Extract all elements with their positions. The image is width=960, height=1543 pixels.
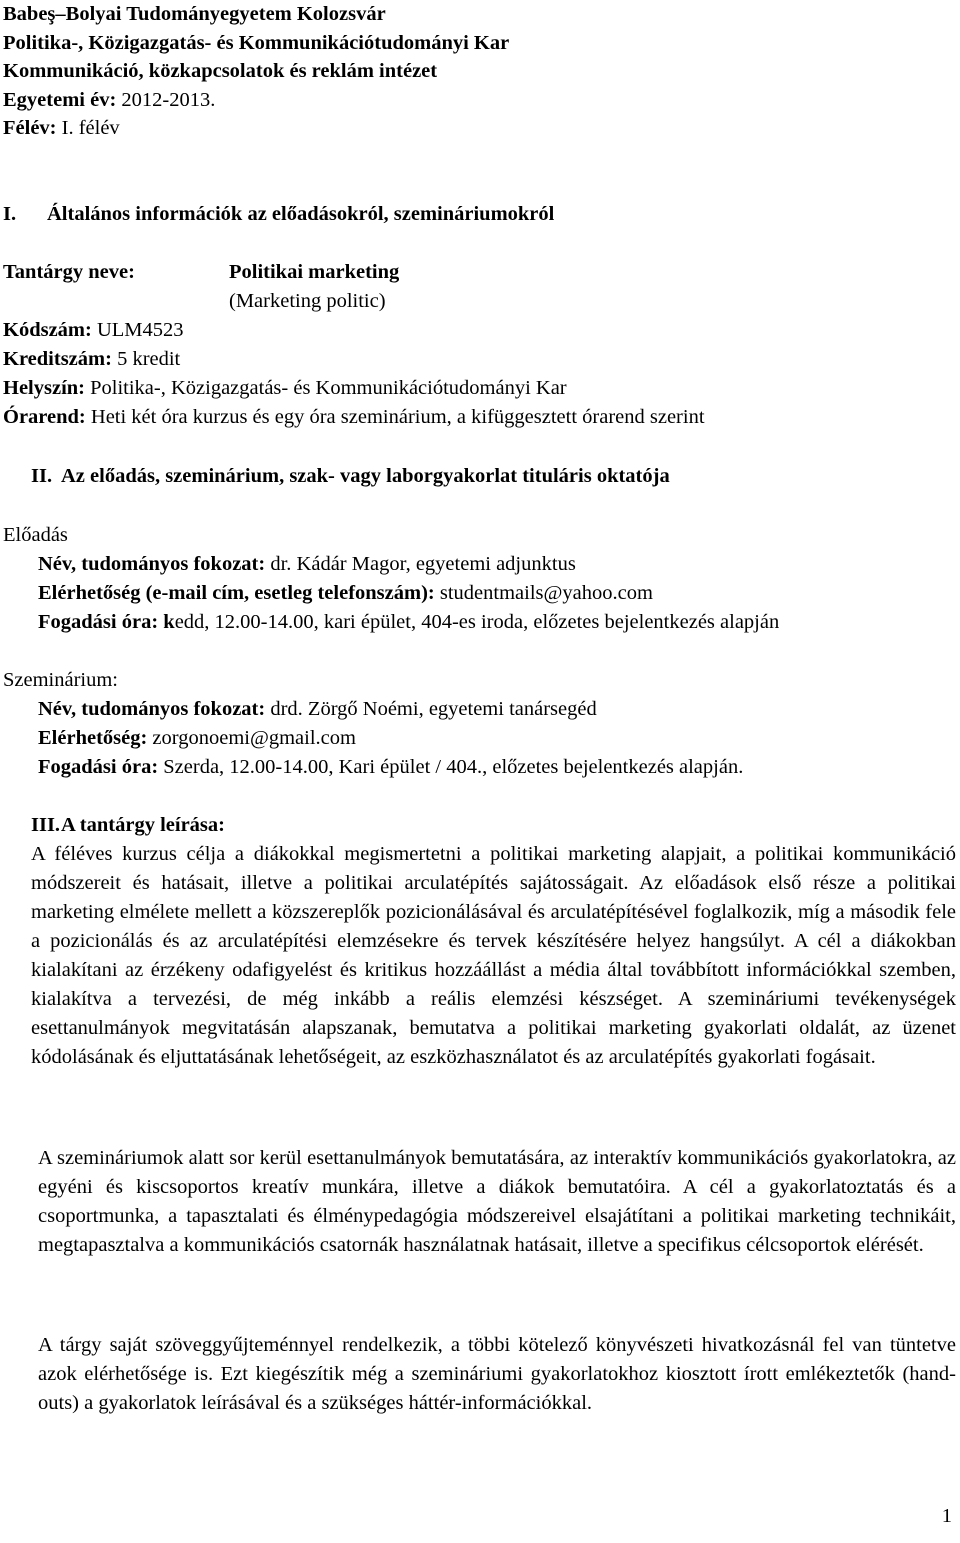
seminar-contact-row — [38, 724, 356, 753]
section-3-number: III. — [31, 814, 61, 836]
section-2-title: Az előadás, szeminárium, szak- vagy laborgyakorlat tituláris oktatója — [61, 465, 670, 487]
institute-name — [3, 57, 437, 86]
schedule-label: Órarend: — [3, 406, 86, 428]
faculty-name — [3, 29, 509, 58]
university-text: Babeş–Bolyai Tudományegyetem Kolozsvár — [3, 3, 386, 25]
section-1-title: Általános információk az előadásokról, szemináriumokról — [47, 203, 555, 225]
section-1-heading — [3, 200, 554, 229]
credit-value: 5 kredit — [117, 348, 181, 370]
lecturer-contact-value: studentmails@yahoo.com — [439, 582, 653, 604]
seminar-office-label: Fogadási óra: — [38, 756, 159, 778]
code-row — [3, 316, 184, 345]
page-number: 1 — [941, 1505, 952, 1527]
subject-name-row — [229, 258, 399, 287]
seminar-name-label: Név, tudományos fokozat: — [38, 698, 266, 720]
lecturer-office-value: edd, 12.00-14.00, kari épület, 404-es iroda, előzetes bejelentkezés alapján — [174, 611, 780, 633]
credit-label: Kreditszám: — [3, 348, 112, 370]
section-3-heading — [31, 811, 225, 840]
subject-label-row — [3, 258, 135, 287]
lecturer-office-row — [38, 608, 779, 637]
subject-name-ro-row — [229, 287, 386, 316]
seminar-heading-row — [3, 666, 118, 695]
academic-year — [3, 86, 215, 115]
lecturer-office-label: Fogadási óra: — [38, 611, 159, 633]
location-row — [3, 374, 567, 403]
location-value: Politika-, Közigazgatás- és Kommunikációtudományi Kar — [90, 377, 567, 399]
section-2-number: II. — [31, 465, 53, 487]
section-1-number: I. — [3, 203, 17, 225]
schedule-value: Heti két óra kurzus és egy óra szeminárium, a kifüggesztett órarend szerint — [90, 406, 705, 428]
seminar-office-row — [38, 753, 743, 782]
subject-label: Tantárgy neve: — [3, 261, 135, 283]
seminar-name-row — [38, 695, 597, 724]
lecturer-office-k: k — [163, 611, 175, 633]
seminar-heading: Szeminárium: — [3, 669, 119, 691]
seminar-name-value: drd. Zörgő Noémi, egyetemi tanársegéd — [270, 698, 597, 720]
description-paragraph-1: A féléves kurzus célja a diákokkal megismertetni a politikai marketing alapjait, a politikai kommunikáció módszereit és hatásait, illetve a politikai arculatépítés sajátosságait. Az előadások első része a politikai marketing elmélete mellett a közszereplők pozicionálásával és arculatépítésével foglalkozik, míg a második fele a pozicionálás és az arculatépítési elemzésekre és tervek készítésére helyez hangsúlyt. A cél a diákokban kialakítani az érzékeny odafigyelést és kritikus hozzáállást a média által továbbított információkkal szemben, kialakítva a tervezési, de még inkább a reális elemzési készséget. A szemináriumi tevékenységek esettanulmányok megvitatásán alapszanak, bemutatva a politikai marketing gyakorlati oldalát, az üzenet kódolásának és eljuttatásának lehetőségeit, az eszközhasználatot és az arculatépítés gyakorlati fogásait. — [31, 843, 956, 1068]
section-3-title: A tantárgy leírása: — [61, 814, 225, 836]
section-2-heading — [31, 462, 670, 491]
institute-text: Kommunikáció, közkapcsolatok és reklám intézet — [3, 60, 438, 82]
university-name — [3, 0, 386, 29]
academic-year-label: Egyetemi év: — [3, 89, 117, 111]
seminar-contact-label: Elérhetőség: — [38, 727, 148, 749]
code-label: Kódszám: — [3, 319, 92, 341]
location-label: Helyszín: — [3, 377, 85, 399]
faculty-text: Politika-, Közigazgatás- és Kommunikációtudományi Kar — [3, 32, 510, 54]
credit-row — [3, 345, 180, 374]
semester-label: Félév: — [3, 117, 57, 139]
seminar-contact-value: zorgonoemi@gmail.com — [152, 727, 356, 749]
academic-year-value: 2012-2013. — [121, 89, 216, 111]
description-paragraph-2: A szemináriumok alatt sor kerül esettanulmányok bemutatására, az interaktív kommunikációs gyakorlatokra, az egyéni és kiscsoportos kreatív munkára, illetve a diákok bemutatóira. A cél a gyakorlatoztatás és a csoportmunka, a tapasztalati és élménypedagógia módszereivel elsajátítani a politikai marketing technikáit, megtapasztalva a kommunikációs csatornák használatnak hatásait, illetve a specifikus célcsoportok elérését. — [38, 1147, 956, 1256]
semester — [3, 114, 120, 143]
description-paragraph-3: A tárgy saját szöveggyűjteménnyel rendelkezik, a többi kötelező könyvészeti hivatkozásnál fel van tüntetve azok elérhetősége is. Ezt kiegészítik még a szemináriumi gyakorlatokhoz kiosztott írott emlékeztetők (hand-outs) a gyakorlatok leírásával és a szükséges háttér-információkkal. — [38, 1334, 956, 1414]
lecture-heading: Előadás — [3, 524, 68, 546]
lecturer-name-value: dr. Kádár Magor, egyetemi adjunktus — [270, 553, 576, 575]
subject-name: Politikai marketing — [229, 261, 400, 283]
lecturer-contact-row — [38, 579, 653, 608]
lecturer-contact-label: Elérhetőség (e-mail cím, esetleg telefonszám): — [38, 582, 435, 604]
seminar-office-value: Szerda, 12.00-14.00, Kari épület / 404., előzetes bejelentkezés alapján. — [163, 756, 744, 778]
code-value: ULM4523 — [96, 319, 184, 341]
schedule-row — [3, 403, 705, 432]
lecture-heading-row — [3, 521, 68, 550]
semester-value: I. félév — [61, 117, 120, 139]
lecturer-name-label: Név, tudományos fokozat: — [38, 553, 266, 575]
lecturer-name-row — [38, 550, 576, 579]
subject-name-ro: (Marketing politic) — [229, 290, 386, 312]
